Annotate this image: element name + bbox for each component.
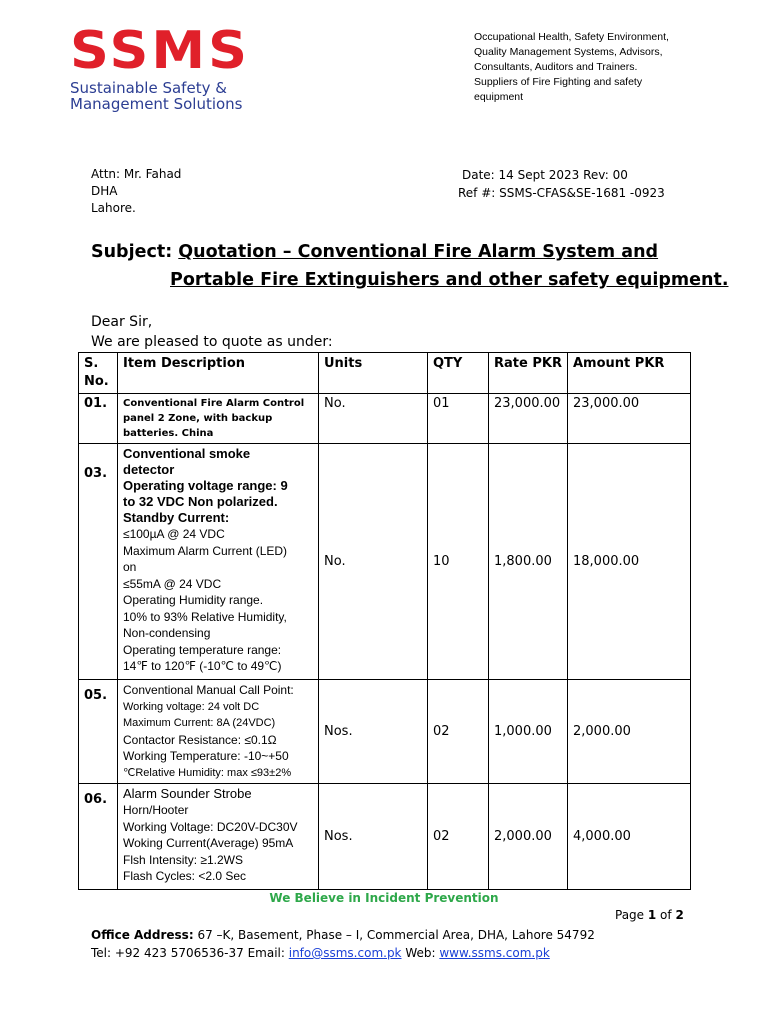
desc-head-line: Standby Current: <box>123 510 230 525</box>
row-sno: 01. <box>79 394 118 444</box>
date-ref-block <box>458 166 665 202</box>
quotation-table <box>78 352 691 890</box>
intro-text: We are pleased to quote as under: <box>91 334 333 350</box>
greeting <box>91 312 333 352</box>
row-amount: 18,000.00 <box>568 444 691 680</box>
desc-line: Operating temperature range: <box>123 642 282 657</box>
desc-line: 14℉ to 120℉ (-10℃ to 49℃) <box>123 659 282 673</box>
office-address-block <box>91 926 595 962</box>
company-desc-line: Quality Management Systems, Advisors, <box>474 46 663 58</box>
desc-line: Working Voltage: DC20V-DC30V <box>123 819 298 834</box>
desc-line: Alarm Sounder Strobe <box>123 786 252 801</box>
company-desc-line: Suppliers of Fire Fighting and safety <box>474 76 643 88</box>
desc-line: Contactor Resistance: ≤0.1Ω <box>123 732 277 747</box>
table-header-row <box>79 353 691 394</box>
desc-line: Maximum Current: 8A (24VDC) <box>123 717 276 729</box>
table-row <box>79 394 691 444</box>
logo-tagline <box>70 80 270 112</box>
tel-email-label: Tel: +92 423 5706536-37 Email: <box>91 946 289 960</box>
row-desc-text: Conventional Fire Alarm Control panel 2 Zone, with backup batteries. China <box>123 398 305 439</box>
col-header-units: Units <box>319 353 428 394</box>
company-logo <box>70 20 270 113</box>
row-qty: 02 <box>428 680 489 784</box>
desc-head-line: Conventional smoke <box>123 446 251 461</box>
subject-line1: Quotation – Conventional Fire Alarm System and <box>178 242 659 262</box>
page-label: Page <box>615 908 648 922</box>
desc-line: Operating Humidity range. <box>123 593 264 607</box>
row-units: No. <box>319 444 428 680</box>
page-number <box>615 908 684 922</box>
row-amount: 23,000.00 <box>568 394 691 444</box>
row-qty: 02 <box>428 784 489 890</box>
desc-head-line: Operating voltage range: 9 <box>123 478 288 493</box>
logo-wordmark: SSMS <box>70 20 250 81</box>
desc-line: Woking Current(Average) 95mA <box>123 836 294 850</box>
desc-line: Non-condensing <box>123 626 211 640</box>
recipient-attn: Attn: Mr. Fahad <box>91 167 182 181</box>
desc-line: ≤55mA @ 24 VDC <box>123 576 222 591</box>
row-sno-text: 05. <box>84 688 108 703</box>
table-row <box>79 680 691 784</box>
col-header-amount: Amount PKR <box>568 353 691 394</box>
row-qty: 10 <box>428 444 489 680</box>
row-units: No. <box>319 394 428 444</box>
row-rate: 2,000.00 <box>489 784 568 890</box>
desc-line: Flsh Intensity: ≥1.2WS <box>123 852 243 867</box>
desc-line: ≤100µA @ 24 VDC <box>123 527 225 541</box>
desc-line: Working voltage: 24 volt DC <box>123 700 260 713</box>
row-sno <box>79 784 118 890</box>
website-link[interactable]: www.ssms.com.pk <box>439 946 550 960</box>
col-header-rate: Rate PKR <box>489 353 568 394</box>
page-of: of <box>656 908 676 922</box>
recipient-city: Lahore. <box>91 201 136 215</box>
subject-heading <box>91 238 728 294</box>
subject-label: Subject: <box>91 242 179 262</box>
desc-head-line: to 32 VDC Non polarized. <box>123 494 278 509</box>
desc-line: ℃Relative Humidity: max ≤93±2% <box>123 766 292 779</box>
row-description <box>118 444 319 680</box>
table-row <box>79 444 691 680</box>
salutation: Dear Sir, <box>91 314 153 330</box>
row-rate: 1,000.00 <box>489 680 568 784</box>
col-header-desc: Item Description <box>118 353 319 394</box>
row-amount: 2,000.00 <box>568 680 691 784</box>
company-desc-line: Occupational Health, Safety Environment, <box>474 31 669 43</box>
logo-tagline-line1: Sustainable Safety & <box>70 79 227 97</box>
desc-line: Conventional Manual Call Point: <box>123 683 294 697</box>
office-address: 67 –K, Basement, Phase – I, Commercial Area, DHA, Lahore 54792 <box>193 928 595 942</box>
desc-line: on <box>123 560 137 574</box>
company-desc-line: Consultants, Auditors and Trainers. <box>474 61 638 73</box>
recipient-line: DHA <box>91 184 118 198</box>
row-description <box>118 680 319 784</box>
row-description <box>118 784 319 890</box>
company-description <box>474 30 744 105</box>
page-total: 2 <box>675 908 684 922</box>
row-rate: 23,000.00 <box>489 394 568 444</box>
row-description <box>118 394 319 444</box>
web-label: Web: <box>401 946 440 960</box>
reference-number: Ref #: SSMS-CFAS&SE-1681 -0923 <box>458 186 665 200</box>
row-sno <box>79 680 118 784</box>
desc-line: Maximum Alarm Current (LED) <box>123 543 288 558</box>
subject-line2: Portable Fire Extinguishers and other safety equipment. <box>170 270 729 290</box>
row-amount: 4,000.00 <box>568 784 691 890</box>
page-current: 1 <box>647 908 657 922</box>
row-sno <box>79 444 118 680</box>
company-desc-line: equipment <box>474 91 524 103</box>
desc-head-line: detector <box>123 462 175 477</box>
row-rate: 1,800.00 <box>489 444 568 680</box>
email-link[interactable]: info@ssms.com.pk <box>288 946 402 960</box>
date-rev: Date: 14 Sept 2023 Rev: 00 <box>462 168 628 182</box>
desc-line: Horn/Hooter <box>123 803 189 817</box>
row-sno-text: 06. <box>84 792 108 807</box>
logo-tagline-line2: Management Solutions <box>70 95 243 113</box>
row-qty: 01 <box>428 394 489 444</box>
col-header-sno: S. No. <box>79 353 118 394</box>
desc-line: Flash Cycles: <2.0 Sec <box>123 869 247 883</box>
table-row <box>79 784 691 890</box>
footer-tagline: We Believe in Incident Prevention <box>269 891 499 905</box>
office-label: Office Address: <box>91 928 194 942</box>
recipient-block <box>91 166 181 217</box>
desc-line: 10% to 93% Relative Humidity, <box>123 609 287 624</box>
desc-line: Working Temperature: -10~+50 <box>123 749 289 763</box>
row-sno-text: 03. <box>84 466 108 481</box>
row-units: Nos. <box>319 680 428 784</box>
col-header-qty: QTY <box>428 353 489 394</box>
row-units: Nos. <box>319 784 428 890</box>
